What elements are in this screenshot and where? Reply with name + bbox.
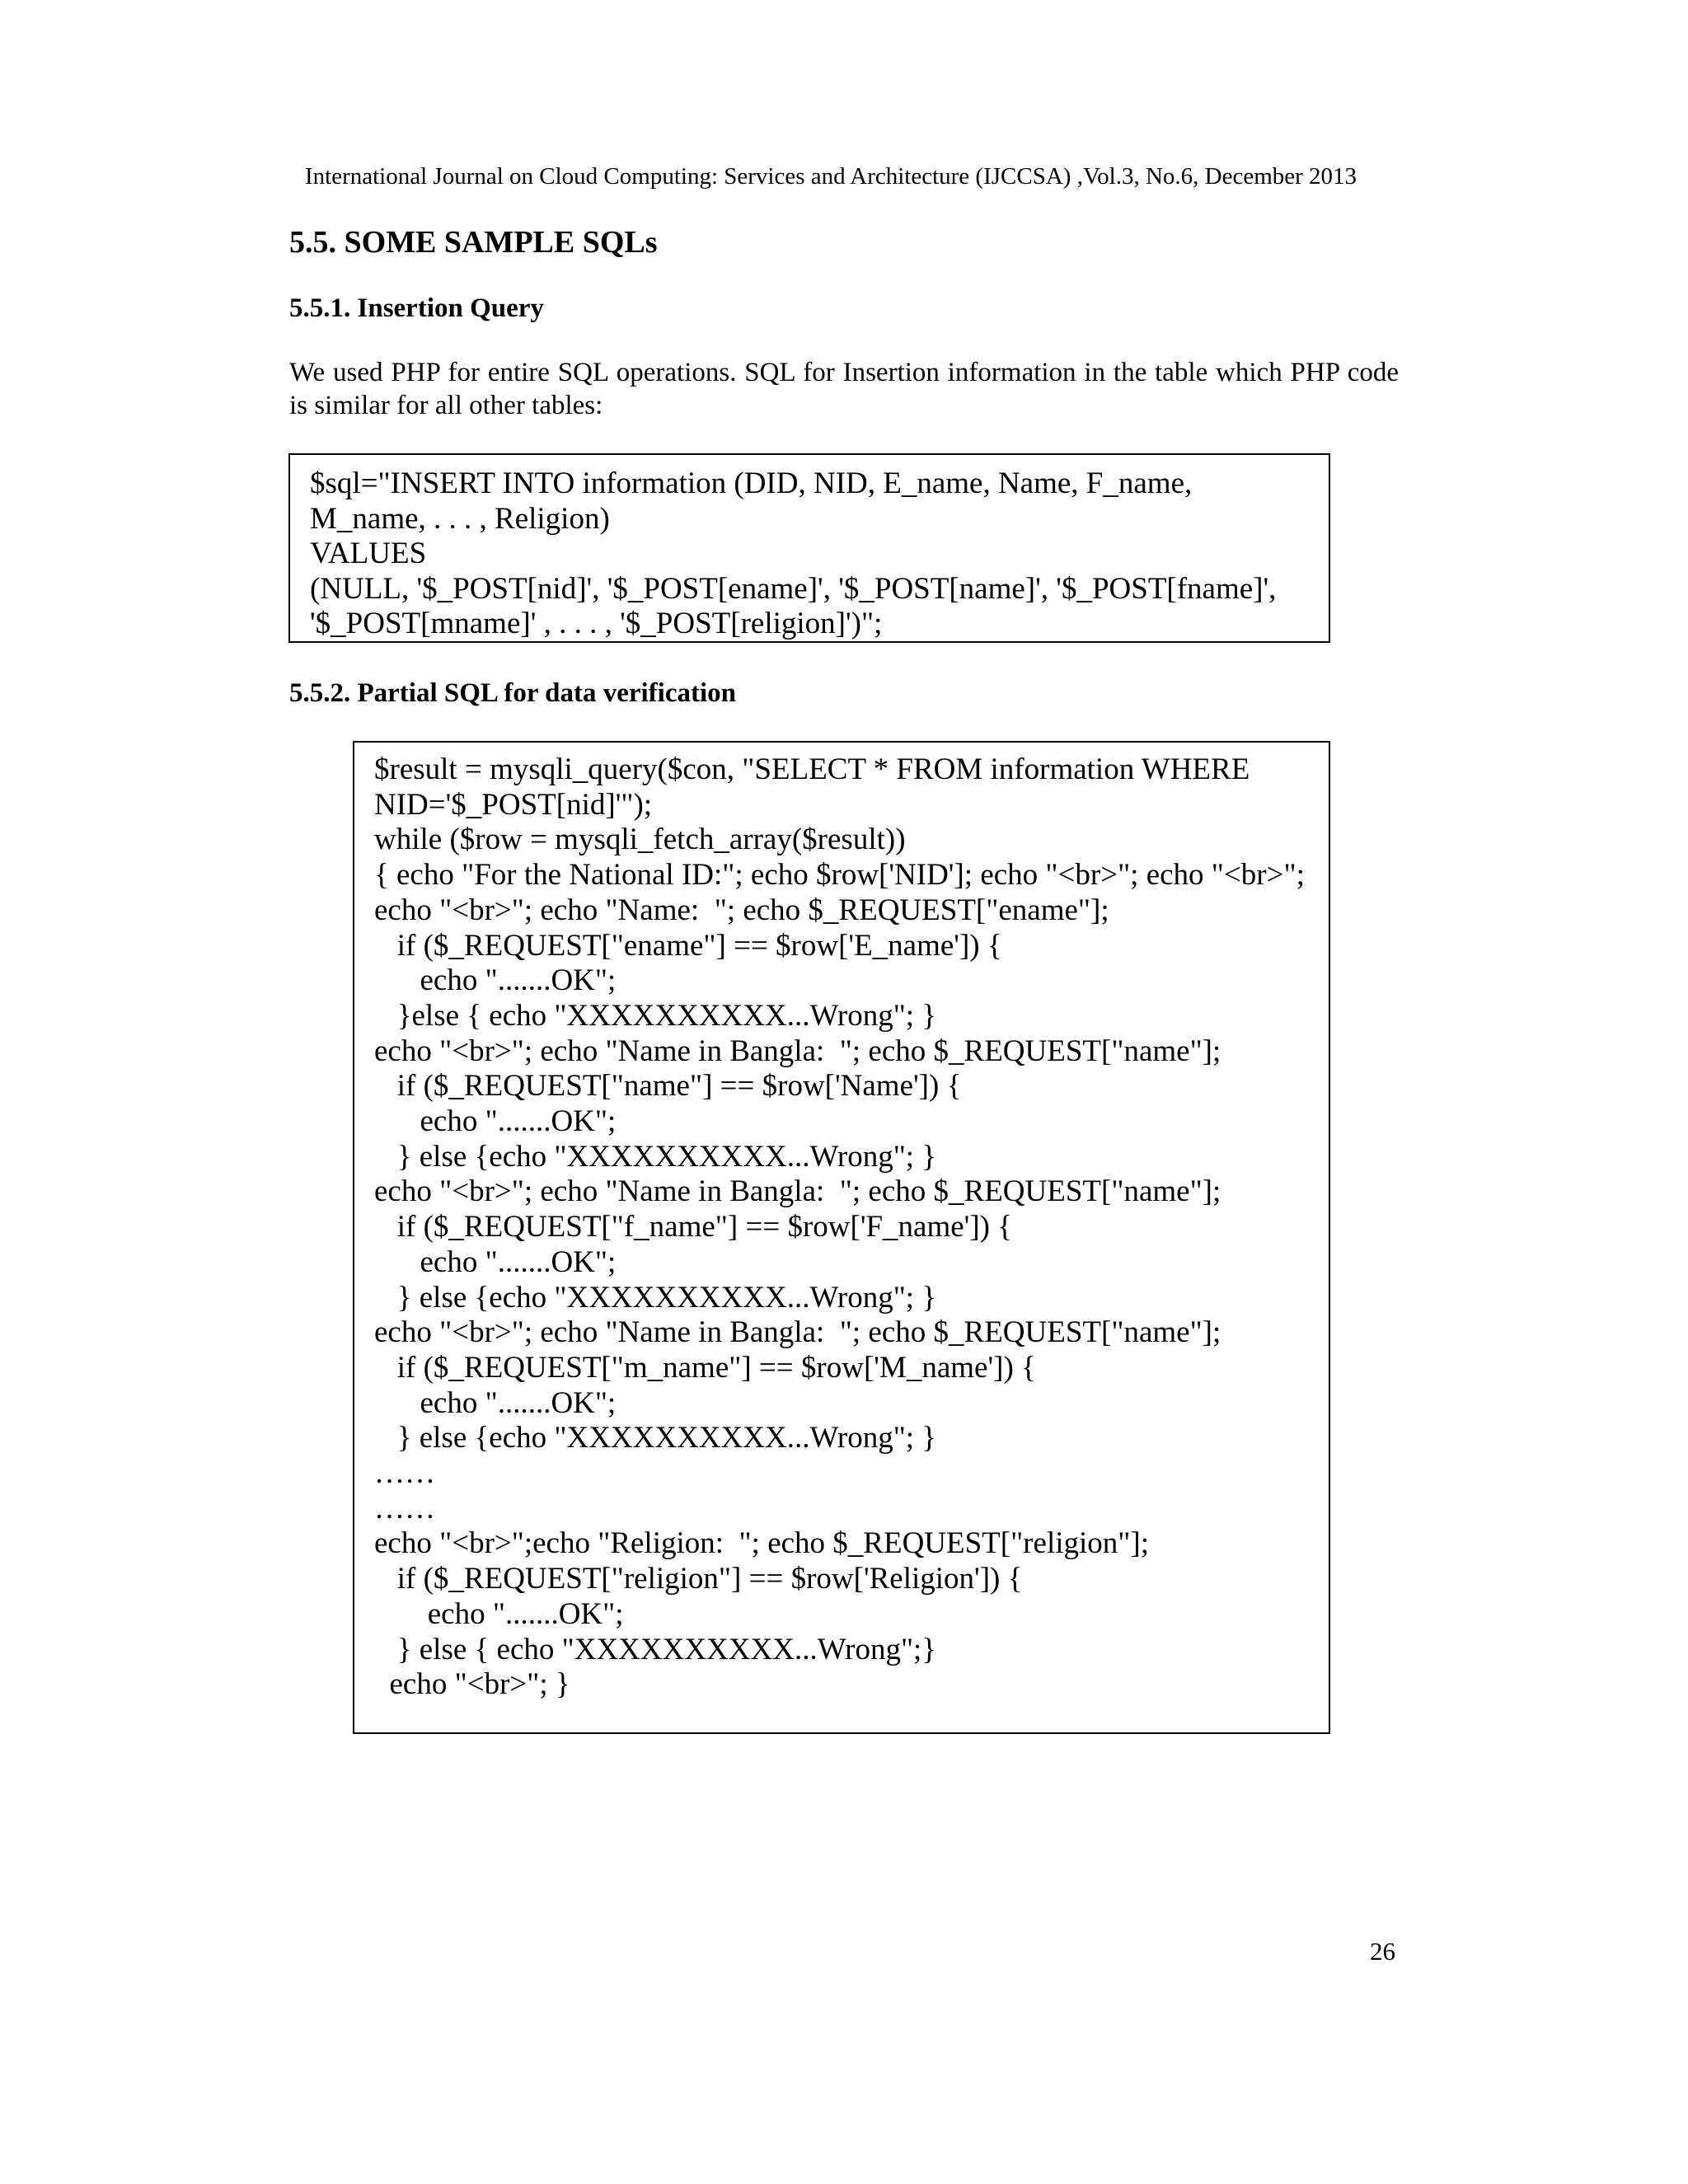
code-line: } else {echo "XXXXXXXXXX...Wrong"; } bbox=[374, 1421, 937, 1455]
code-line: if ($_REQUEST["ename"] == $row['E_name']) { bbox=[374, 928, 1002, 963]
code-line: { echo "For the National ID:"; echo $row['NID']; echo "<br>"; echo "<br>"; bbox=[374, 858, 1305, 893]
code-line: echo ".......OK"; bbox=[374, 1596, 624, 1631]
code-line: echo ".......OK"; bbox=[374, 963, 617, 998]
code-line: echo ".......OK"; bbox=[374, 1385, 617, 1420]
verification-code-box bbox=[353, 741, 1330, 1734]
code-line: echo ".......OK"; bbox=[374, 1244, 617, 1279]
code-line: echo "<br>"; echo "Name in Bangla: "; echo $_REQUEST["name"]; bbox=[374, 1315, 1221, 1350]
code-line: echo "<br>"; echo "Name: "; echo $_REQUEST["ename"]; bbox=[374, 893, 1109, 927]
code-line: echo "<br>"; echo "Name in Bangla: "; echo $_REQUEST["name"]; bbox=[374, 1033, 1221, 1068]
page-number: 26 bbox=[1370, 1937, 1395, 1966]
code-line: echo "<br>"; } bbox=[374, 1667, 570, 1702]
section-title: 5.5. SOME SAMPLE SQLs bbox=[289, 225, 658, 260]
code-line: $sql="INSERT INTO information (DID, NID, E_name, Name, F_name, bbox=[310, 466, 1193, 500]
code-line: if ($_REQUEST["name"] == $row['Name']) { bbox=[374, 1069, 962, 1104]
code-line: if ($_REQUEST["m_name"] == $row['M_name']) { bbox=[374, 1350, 1036, 1385]
code-line: (NULL, '$_POST[nid]', '$_POST[ename]', '$_POST[name]', '$_POST[fname]', bbox=[310, 571, 1277, 606]
code-line: } else {echo "XXXXXXXXXX...Wrong"; } bbox=[374, 1139, 937, 1174]
code-line: '$_POST[mname]' , . . . , '$_POST[religion]')"; bbox=[310, 607, 883, 640]
subsection-title-insertion-query: 5.5.1. Insertion Query bbox=[289, 293, 544, 323]
code-line: } else { echo "XXXXXXXXXX...Wrong";} bbox=[374, 1632, 937, 1666]
body-paragraph: We used PHP for entire SQL operations. SQL for Insertion information in the table which PHP code is similar for all other tables: bbox=[289, 358, 1399, 420]
code-line: NID='$_POST[nid]'"); bbox=[374, 787, 653, 822]
code-line: …… bbox=[374, 1456, 435, 1491]
code-line: } else {echo "XXXXXXXXXX...Wrong"; } bbox=[374, 1280, 937, 1315]
code-line: }else { echo "XXXXXXXXXX...Wrong"; } bbox=[374, 998, 937, 1033]
subsection-title-data-verification: 5.5.2. Partial SQL for data verification bbox=[289, 678, 737, 708]
code-line: echo "<br>";echo "Religion: "; echo $_REQUEST["religion"]; bbox=[374, 1526, 1149, 1561]
code-line: echo ".......OK"; bbox=[374, 1104, 617, 1139]
insertion-code-box bbox=[288, 453, 1330, 643]
code-line: VALUES bbox=[310, 537, 427, 570]
code-line: if ($_REQUEST["f_name"] == $row['F_name']) { bbox=[374, 1210, 1013, 1244]
code-line: echo "<br>"; echo "Name in Bangla: "; echo $_REQUEST["name"]; bbox=[374, 1174, 1221, 1209]
code-line: if ($_REQUEST["religion"] == $row['Religion']) { bbox=[374, 1562, 1023, 1596]
running-header: International Journal on Cloud Computing: Services and Architecture (IJCCSA) ,Vol.3, No.6, December 2013 bbox=[305, 163, 1357, 190]
code-line: while ($row = mysqli_fetch_array($result)) bbox=[374, 823, 906, 857]
code-line: $result = mysqli_query($con, "SELECT * FROM information WHERE bbox=[374, 752, 1250, 786]
code-line: M_name, . . . , Religion) bbox=[310, 501, 610, 536]
code-line: …… bbox=[374, 1491, 435, 1526]
